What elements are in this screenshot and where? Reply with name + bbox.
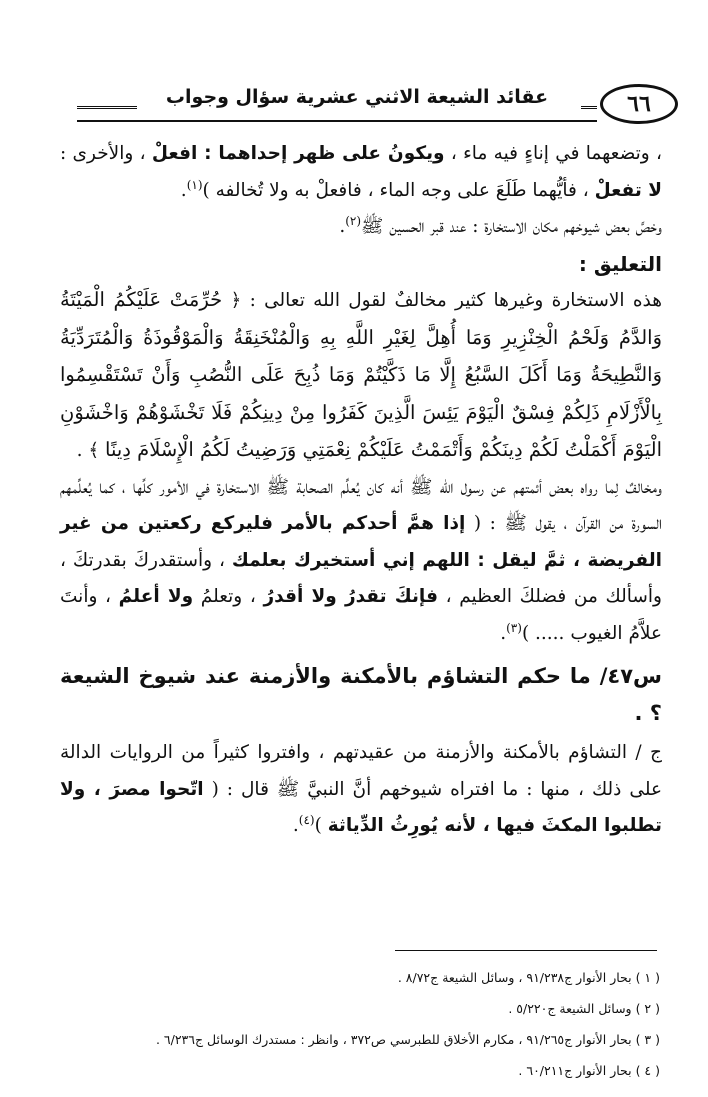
footnote-item: ( ١ ) بحار الأنوار ج٩١/٢٣٨ ، وسائل الشيعة ج٨/٧٢ .	[397, 970, 660, 985]
footnote-ref[interactable]: (٣)	[506, 620, 522, 635]
text-run: ، وتضعهما في إناءٍ فيه ماء ،	[444, 143, 662, 164]
text-run: )	[314, 815, 328, 836]
paragraph	[60, 735, 662, 845]
header-rule	[581, 106, 597, 109]
text-run: وخصَّ بعض شيوخهم مكان الاستخارة : عند قبر الحسين ﷺ	[361, 216, 662, 237]
bold-text: ولا أعلمُ	[118, 586, 194, 607]
text-run: ﴾ .	[76, 440, 106, 461]
footnote-ref[interactable]: (٤)	[298, 812, 315, 827]
text-run: ج / التشاؤم بالأمكنة والأزمنة من عقيدتهم ، وافتروا كثيراً من الروايات الدالة على ذلك ، منها : ما افتراه شيوخهم أنَّ النبيَّ ﷺ قال : (	[60, 742, 662, 800]
footnote-ref[interactable]: (١)	[186, 177, 203, 192]
bold-text: فإنكَ تقدرُ ولا أقدرُ	[263, 586, 438, 607]
footnote-item: ( ٣ ) بحار الأنوار ج٩١/٢٦٥ ، مكارم الأخلاق للطبرسي ص٣٧٢ ، وانظر : مستدرك الوسائل ج٦/٢٣٦ .	[155, 1032, 660, 1047]
text-run: ، والأخرى :	[60, 143, 152, 164]
section-heading: التعليق :	[578, 251, 662, 276]
page-body	[60, 136, 662, 845]
bold-text: اتّحوا مصرَ ، ولا تطلبوا المكثَ فيها ، لأنه يُورِثُ الدِّياثة	[60, 778, 662, 836]
text-run: ومخالفٌ لِما رواه بعض أئمتهم عن رسول الله ﷺ أنه كان يُعلِّم الصحابة ﷺ الاستخارة في الأمور كلِّها ، كما يُعلِّمهم السورة من القرآن ، يقول ﷺ : (	[60, 476, 662, 534]
bold-text: لا تفعلْ	[594, 179, 662, 201]
bold-text: إذا همَّ أحدكم بالأمر فليركع ركعتين من غير الفريضة ، ثمَّ ليقل : اللهم إني أستخيرك بعلمك	[60, 513, 662, 571]
book-title: عقائد الشيعة الاثني عشرية سؤال وجواب	[165, 86, 549, 108]
page-number: ٦٦	[600, 84, 678, 124]
text-run: ، فأيُّهما طَلَعَ على وجه الماء ، فافعلْ به ولا تُخالفه )	[202, 179, 595, 201]
footnote-divider	[395, 950, 657, 951]
header-rule	[77, 106, 137, 109]
header-underline	[77, 120, 597, 122]
page-header	[20, 84, 682, 124]
quran-verse: حُرِّمَتْ عَلَيْكُمُ الْمَيْتَةُ وَالدَّمُ وَلَحْمُ الْخِنْزِيرِ وَمَا أُهِلَّ لِغَيْرِ اللَّهِ بِهِ وَالْمُنْخَنِقَةُ وَالْمَوْقُوذَةُ وَالْمُتَرَدِّيَةُ وَالنَّطِيحَةُ وَمَا أَكَلَ السَّبُعُ إِلَّا مَا ذَكَّيْتُمْ وَمَا ذُبِحَ عَلَى النُّصُبِ وَأَنْ تَسْتَقْسِمُوا بِالْأَزْلَامِ ذَلِكُمْ فِسْقٌ الْيَوْمَ يَئِسَ الَّذِينَ كَفَرُوا مِنْ دِينِكُمْ فَلَا تَخْشَوْهُمْ وَاخْشَوْنِ الْيَوْمَ أَكْمَلْتُ لَكُمْ دِينَكُمْ وَأَتْمَمْتُ عَلَيْكُمْ نِعْمَتِي وَرَضِيتُ لَكُمُ الْإِسْلَامَ دِينًا	[60, 288, 662, 461]
text-run: .	[292, 815, 299, 836]
question-heading: س٤٧/ ما حكم التشاؤم بالأمكنة والأزمنة عند شيوخ الشيعة ؟ .	[60, 664, 662, 725]
paragraph	[60, 282, 662, 470]
text-run: .	[180, 179, 187, 201]
text-run: ، وأنتَ علاَّمُ الغيوب ..... )	[60, 586, 662, 644]
paragraph	[60, 209, 662, 246]
text-run: .	[500, 622, 507, 644]
paragraph	[60, 470, 662, 653]
footnotes	[40, 962, 660, 1086]
text-run: ، وتعلمُ	[193, 586, 264, 607]
footnote-ref[interactable]: (٢)	[345, 213, 362, 228]
text-run: .	[339, 216, 346, 237]
text-run: هذه الاستخارة وغيرها كثير مخالفٌ لقول الله تعالى : ﴿	[222, 290, 663, 311]
bold-text: ويكونُ على ظهر إحداهما : افعلْ	[151, 143, 445, 164]
footnote-item: ( ٤ ) بحار الأنوار ج٦٠/٢١١ .	[518, 1063, 660, 1078]
text-run: ، وأستقدركَ بقدرتكَ ، وأسألك من فضلكَ العظيم ،	[60, 549, 662, 607]
footnote-item: ( ٢ ) وسائل الشيعة ج٥/٢٢٠ .	[508, 1001, 660, 1016]
paragraph	[60, 136, 662, 209]
